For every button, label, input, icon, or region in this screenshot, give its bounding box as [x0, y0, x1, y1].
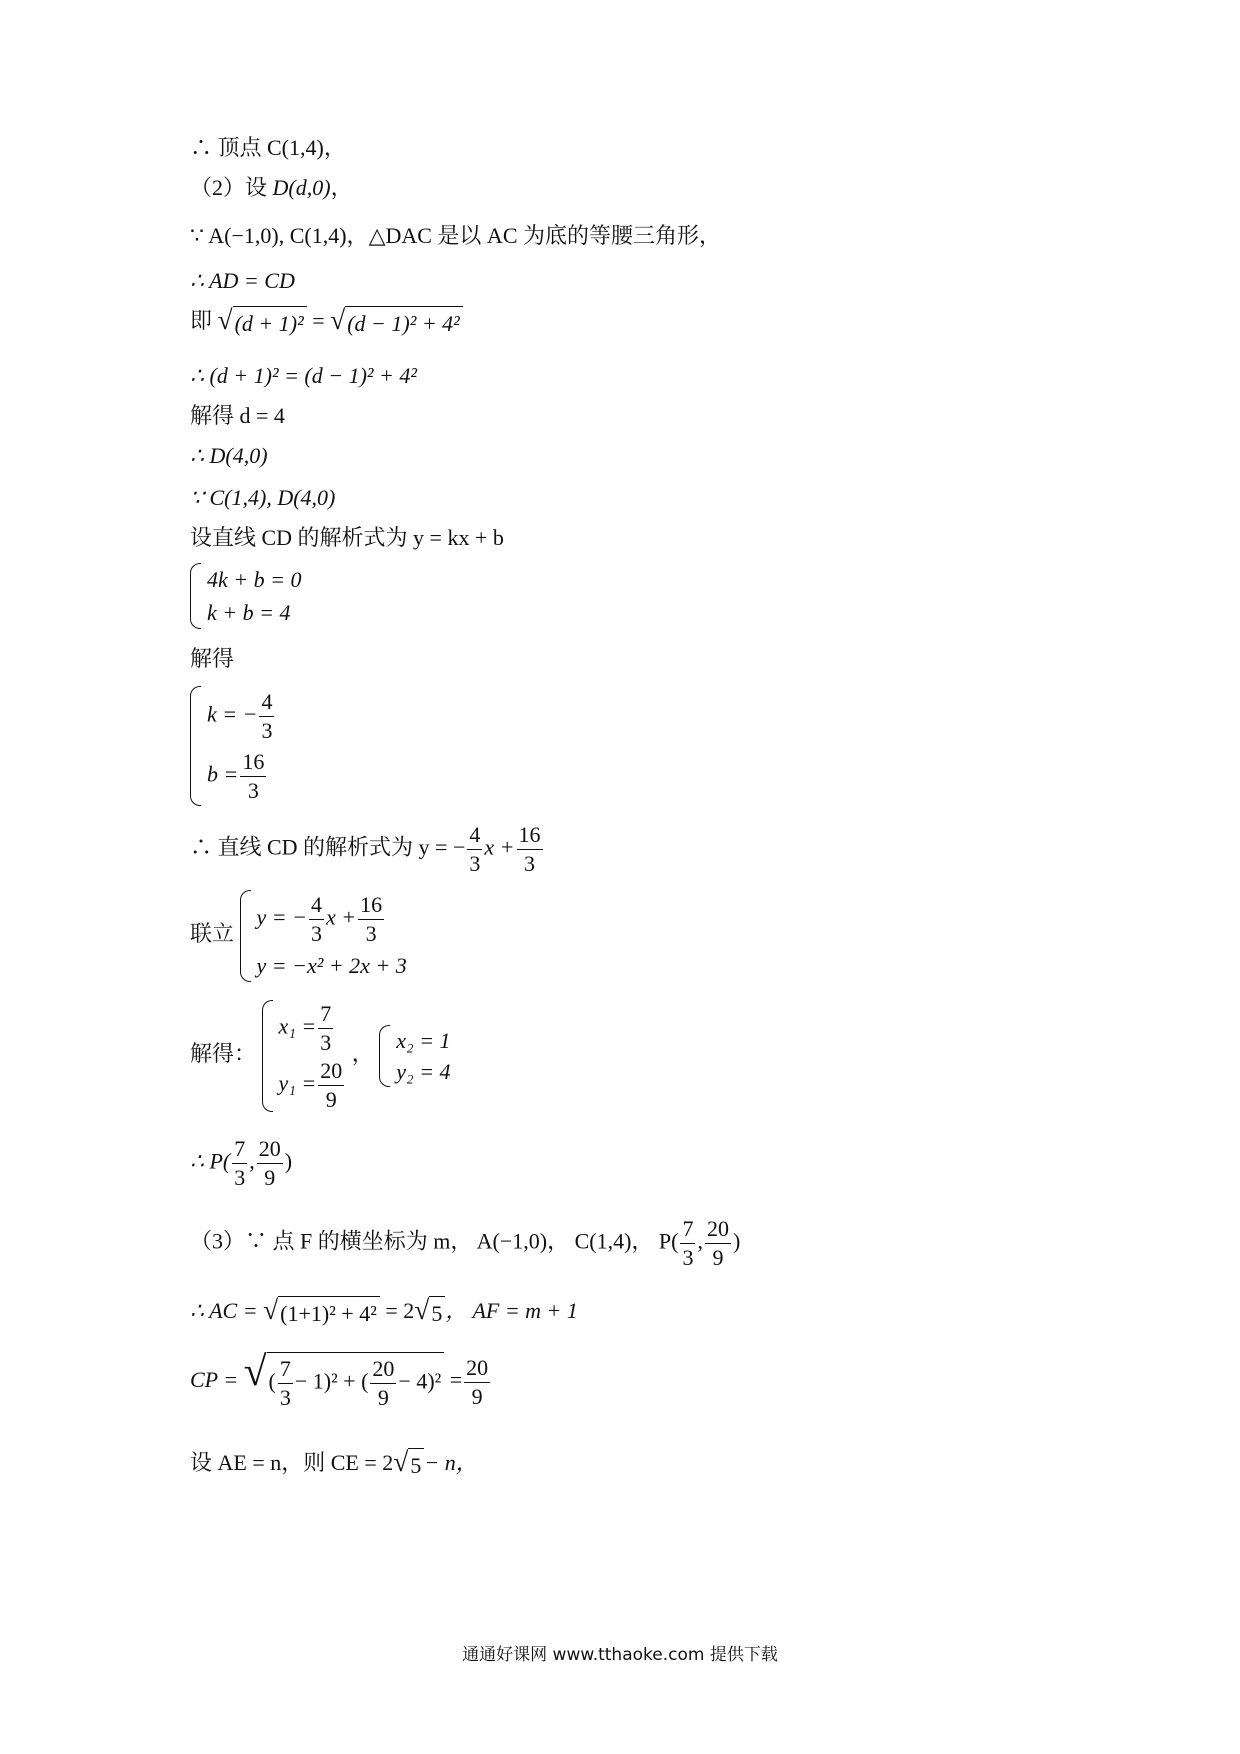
line-ad-eq-cd: ∴ AD = CD: [190, 268, 295, 293]
line-cd-equation: ∴ 直线 CD 的解析式为 y = − $\frac{4}{3}$ x + $\frac{16}{3}$: [190, 822, 541, 876]
line-solve-d: 解得 d = 4: [190, 403, 285, 428]
sqrt-left: √ (d + 1)²: [218, 306, 307, 339]
line-set-ae: 设 AE = n，则 CE = 2 √ 5 − n，: [190, 1448, 478, 1481]
line-c-and-d: ∵ C(1,4), D(4,0): [190, 485, 336, 510]
line-ac-length: ∴ AC = √ (1+1)² + 4² = 2 √ 5 ， AF = m + 1: [190, 1296, 578, 1329]
line-sqrt-equation: 即 √ (d + 1)² = √ (d − 1)² + 4²: [190, 306, 463, 339]
system-2: k = − $\frac{4}{3}$ b = $\frac{16}{3}$: [190, 686, 276, 806]
line-squared-equation: ∴ (d + 1)² = (d − 1)² + 4²: [190, 363, 417, 388]
line-part3: （3）∵ 点 F 的横坐标为 m， A(−1,0)， C(1,4)， P( $\frac{7}{3}$ , $\frac{20}{9}$ ): [190, 1216, 741, 1270]
sqrt-right: √ (d − 1)² + 4²: [330, 306, 463, 339]
line-part2-setD: （2）设 D(d,0)，: [190, 175, 353, 200]
line-solve-label: 解得: [190, 646, 235, 671]
line-given-points: ∵ A(−1,0), C(1,4)，△DAC 是以 AC 为底的等腰三角形，: [190, 223, 721, 248]
line-point-d: ∴ D(4,0): [190, 443, 268, 468]
line-vertex: ∴ 顶点 C(1,4)，: [190, 135, 346, 160]
system-3: 联立 y = − $\frac{4}{3}$ x + $\frac{16}{3}$ y = −x² + 2x + 3: [190, 890, 407, 982]
line-cp-length: CP = √ ( $\frac{7}{3}$ − 1)² + ( $\frac{20}{9}$ − 4)² = $\frac{20}{9}$: [190, 1349, 489, 1410]
footer-watermark: 通通好课网 www.tthaoke.com 提供下载: [462, 1645, 778, 1665]
system-4: 解得： x₁ = $\frac{7}{3}$ y₁ = $\frac{20}{9}$ ， x₂ = 1 y₂ = 4: [190, 1001, 451, 1112]
line-set-cd: 设直线 CD 的解析式为 y = kx + b: [190, 525, 504, 550]
line-point-p: ∴ P( $\frac{7}{3}$ , $\frac{20}{9}$ ): [190, 1136, 293, 1190]
system-1: 4k + b = 0 k + b = 4: [190, 563, 301, 629]
